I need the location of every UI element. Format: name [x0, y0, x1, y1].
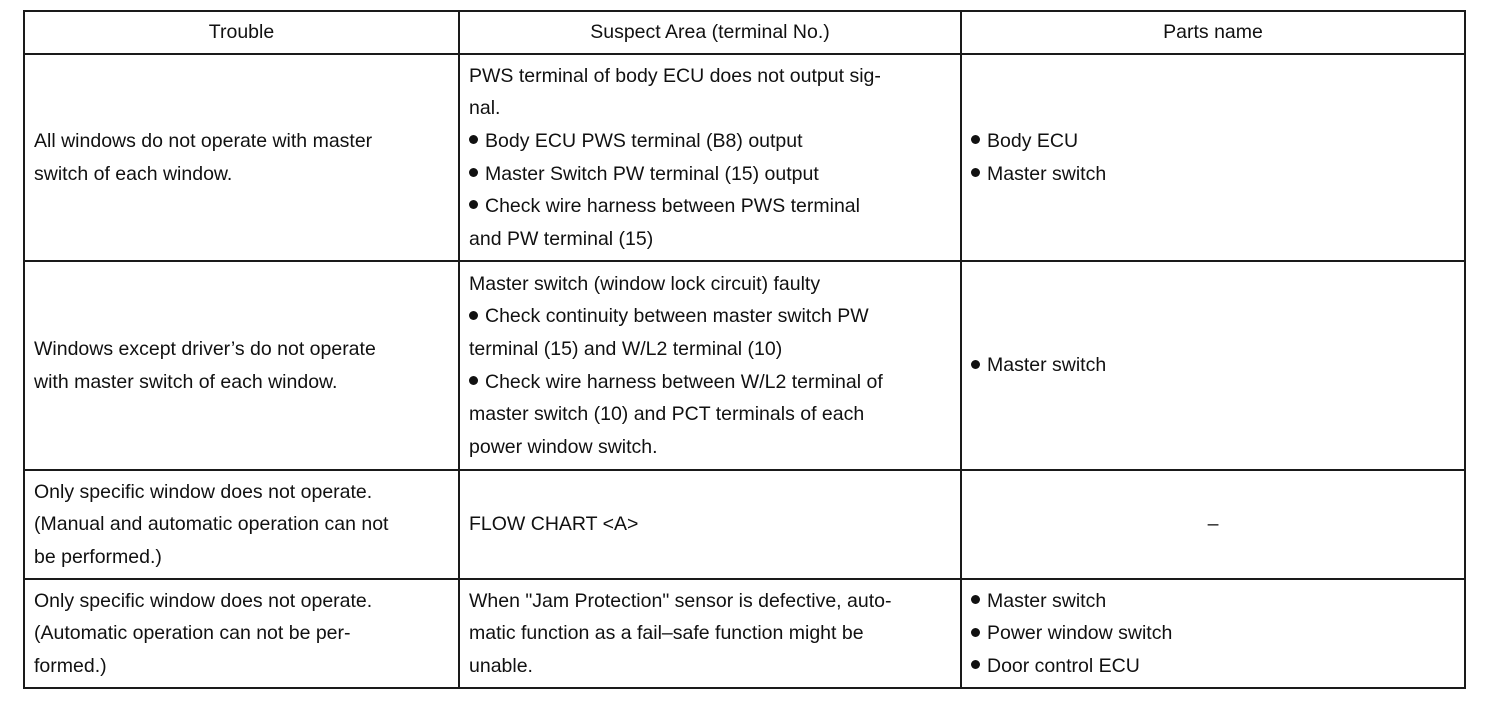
suspect-text: nal.: [469, 97, 501, 120]
parts-text: Master switch: [987, 354, 1107, 377]
parts-cell: [961, 470, 1465, 579]
suspect-cell: [459, 470, 961, 579]
header-parts-name: Parts name: [961, 11, 1465, 54]
trouble-cell: [24, 261, 459, 470]
parts-item: [971, 585, 1455, 618]
parts-dash: –: [1207, 513, 1219, 536]
parts-item: [971, 617, 1455, 650]
bullet-icon: [971, 660, 980, 669]
suspect-text: master switch (10) and PCT terminals of each: [469, 403, 865, 426]
table-row: [24, 470, 1465, 579]
suspect-cell: [459, 579, 961, 688]
suspect-text: FLOW CHART <A>: [469, 513, 639, 536]
trouble-text: (Automatic operation can not be per-: [34, 622, 351, 645]
trouble-text: Windows except driver’s do not operate: [34, 337, 376, 360]
trouble-text: switch of each window.: [34, 162, 233, 185]
table-row: [24, 54, 1465, 261]
suspect-text: Body ECU PWS terminal (B8) output: [485, 129, 803, 152]
trouble-cell: [24, 54, 459, 261]
suspect-text: When "Jam Protection" sensor is defective, auto-: [469, 589, 892, 612]
parts-item: [971, 158, 1455, 191]
suspect-text: power window switch.: [469, 435, 658, 458]
parts-cell: [961, 261, 1465, 470]
bullet-icon: [469, 376, 478, 385]
bullet-icon: [971, 628, 980, 637]
table-row: [24, 579, 1465, 688]
parts-text: Door control ECU: [987, 654, 1140, 677]
table-row: [24, 261, 1465, 470]
parts-item: [971, 349, 1455, 382]
suspect-bullet-item: [469, 366, 951, 399]
suspect-cell: [459, 54, 961, 261]
trouble-text: with master switch of each window.: [34, 370, 338, 393]
trouble-text: All windows do not operate with master: [34, 129, 373, 152]
header-row: [24, 11, 1465, 54]
suspect-text: and PW terminal (15): [469, 227, 654, 250]
parts-item: [971, 125, 1455, 158]
parts-text: Body ECU: [987, 129, 1079, 152]
troubleshooting-sheet: [23, 10, 1464, 689]
trouble-cell: [24, 579, 459, 688]
troubleshooting-table: [23, 10, 1466, 689]
suspect-text: PWS terminal of body ECU does not output sig-: [469, 64, 881, 87]
bullet-icon: [971, 595, 980, 604]
suspect-text: Check continuity between master switch PW: [485, 305, 869, 328]
bullet-icon: [971, 360, 980, 369]
suspect-bullet-item: [469, 300, 951, 333]
parts-text: Power window switch: [987, 622, 1173, 645]
suspect-text: Master switch (window lock circuit) faulty: [469, 272, 821, 295]
trouble-text: be performed.): [34, 545, 162, 568]
trouble-text: Only specific window does not operate.: [34, 480, 373, 503]
trouble-text: Only specific window does not operate.: [34, 589, 373, 612]
suspect-text: Check wire harness between W/L2 terminal of: [485, 370, 883, 393]
bullet-icon: [469, 311, 478, 320]
header-trouble: Trouble: [24, 11, 459, 54]
trouble-cell: [24, 470, 459, 579]
bullet-icon: [971, 135, 980, 144]
trouble-text: formed.): [34, 654, 107, 677]
suspect-cell: [459, 261, 961, 470]
parts-cell: [961, 579, 1465, 688]
suspect-bullet-item: [469, 158, 951, 191]
suspect-bullet-item: [469, 125, 951, 158]
bullet-icon: [469, 168, 478, 177]
parts-cell: [961, 54, 1465, 261]
parts-text: Master switch: [987, 162, 1107, 185]
suspect-text: Check wire harness between PWS terminal: [485, 195, 860, 218]
suspect-text: Master Switch PW terminal (15) output: [485, 162, 819, 185]
bullet-icon: [971, 168, 980, 177]
suspect-bullet-item: [469, 190, 951, 223]
suspect-text: terminal (15) and W/L2 terminal (10): [469, 337, 783, 360]
parts-item: [971, 650, 1455, 683]
trouble-text: (Manual and automatic operation can not: [34, 513, 389, 536]
header-suspect-area: Suspect Area (terminal No.): [459, 11, 961, 54]
bullet-icon: [469, 200, 478, 209]
suspect-text: matic function as a fail–safe function might be: [469, 622, 864, 645]
bullet-icon: [469, 135, 478, 144]
parts-text: Master switch: [987, 589, 1107, 612]
suspect-text: unable.: [469, 654, 533, 677]
